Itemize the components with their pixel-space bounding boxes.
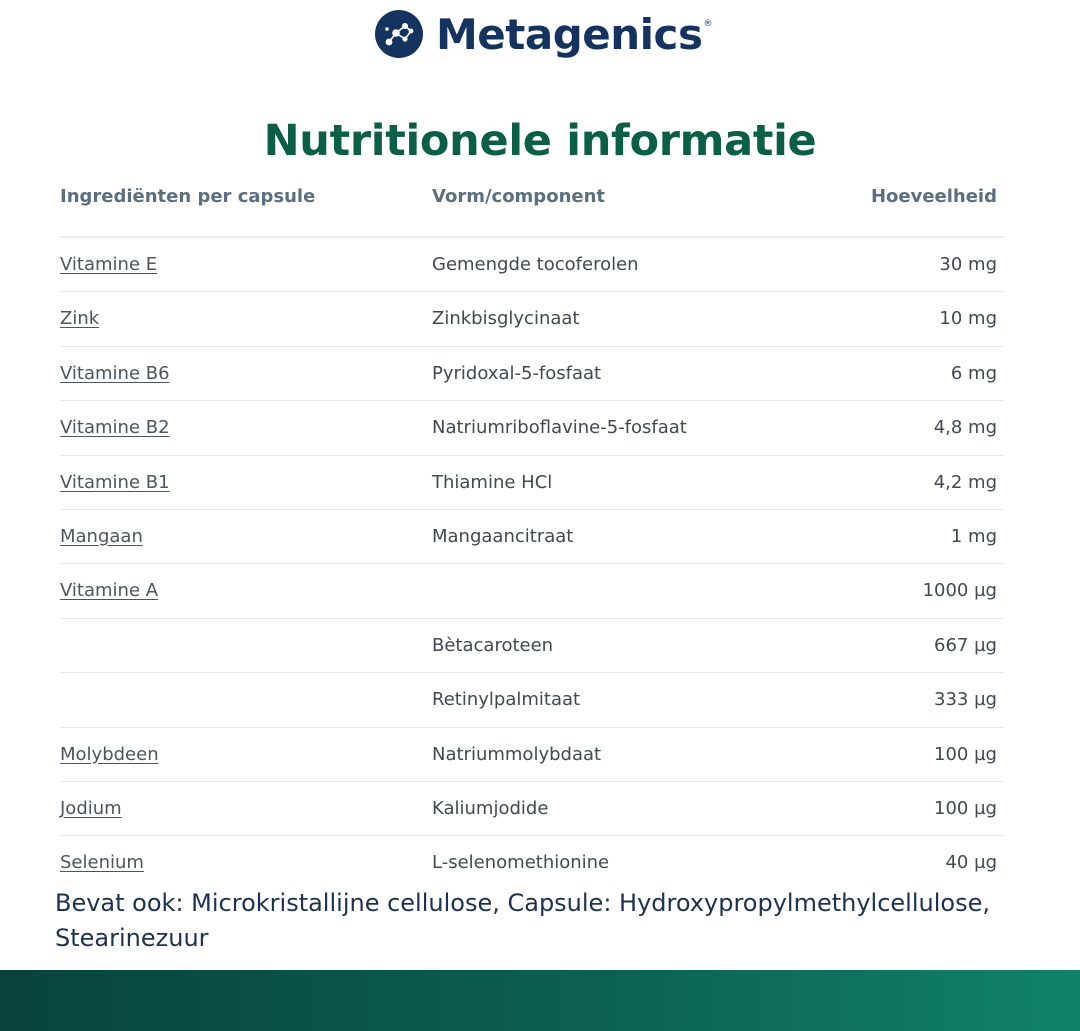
form-cell: Pyridoxal-5-fosfaat [432, 362, 602, 384]
table-header [60, 170, 1004, 238]
table-row [60, 673, 1004, 727]
header-form: Vorm/component [432, 186, 606, 207]
page-title: Nutritionele informatie [263, 116, 817, 166]
form-cell: Retinylpalmitaat [432, 689, 581, 711]
brand-logo[interactable] [374, 7, 712, 61]
ingredient-link[interactable]: Vitamine B6 [60, 362, 170, 384]
table-row [60, 782, 1004, 836]
table-body [60, 238, 1004, 890]
table-row [60, 401, 1004, 455]
table-row [60, 564, 1004, 618]
header-amount: Hoeveelheid [870, 186, 997, 207]
footer-band [0, 970, 1080, 1031]
amount-cell: 4,2 mg [933, 471, 997, 493]
amount-cell: 100 µg [934, 797, 997, 819]
nutrition-table [60, 170, 1004, 890]
molecule-icon [374, 9, 424, 59]
ingredient-link[interactable]: Vitamine B1 [60, 471, 170, 493]
table-row [60, 456, 1004, 510]
other-ingredients-note: Bevat ook: Microkristallijne cellulose, Capsule: Hydroxypropylmethylcellulose, Stearinezuur [55, 889, 990, 952]
table-row [60, 728, 1004, 782]
table-row [60, 619, 1004, 673]
table-row [60, 292, 1004, 346]
amount-cell: 667 µg [934, 634, 997, 656]
table-row [60, 238, 1004, 292]
form-cell: Natriumriboflavine-5-fosfaat [432, 417, 687, 439]
amount-cell: 4,8 mg [933, 417, 997, 439]
ingredient-link[interactable]: Vitamine A [60, 580, 159, 602]
amount-cell: 40 µg [945, 852, 997, 874]
form-cell: Gemengde tocoferolen [432, 254, 639, 275]
ingredient-link[interactable]: Vitamine B2 [60, 417, 170, 439]
amount-cell: 333 µg [934, 689, 997, 711]
form-cell: Zinkbisglycinaat [432, 308, 580, 330]
amount-cell: 10 mg [939, 308, 997, 330]
form-cell: Kaliumjodide [432, 797, 549, 819]
form-cell: Mangaancitraat [432, 525, 574, 547]
ingredient-link[interactable]: Vitamine E [60, 254, 158, 275]
form-cell: L-selenomethionine [432, 852, 610, 874]
registered-mark: ® [703, 19, 713, 29]
ingredient-link[interactable]: Jodium [60, 797, 122, 819]
amount-cell: 30 mg [939, 254, 997, 275]
form-cell: Bètacaroteen [432, 634, 554, 656]
form-cell: Natriummolybdaat [432, 743, 602, 765]
ingredient-link[interactable]: Zink [60, 308, 100, 330]
header-ingredient: Ingrediënten per capsule [60, 186, 316, 207]
table-row [60, 836, 1004, 889]
amount-cell: 6 mg [950, 362, 997, 384]
amount-cell: 1 mg [950, 525, 997, 547]
form-cell: Thiamine HCl [432, 471, 553, 493]
brand-name: Metagenics [436, 9, 703, 59]
table-row [60, 347, 1004, 401]
amount-cell: 100 µg [934, 743, 997, 765]
ingredient-link[interactable]: Mangaan [60, 525, 143, 547]
amount-cell: 1000 µg [922, 580, 997, 602]
ingredient-link[interactable]: Selenium [60, 852, 144, 874]
table-row [60, 510, 1004, 564]
ingredient-link[interactable]: Molybdeen [60, 743, 159, 765]
